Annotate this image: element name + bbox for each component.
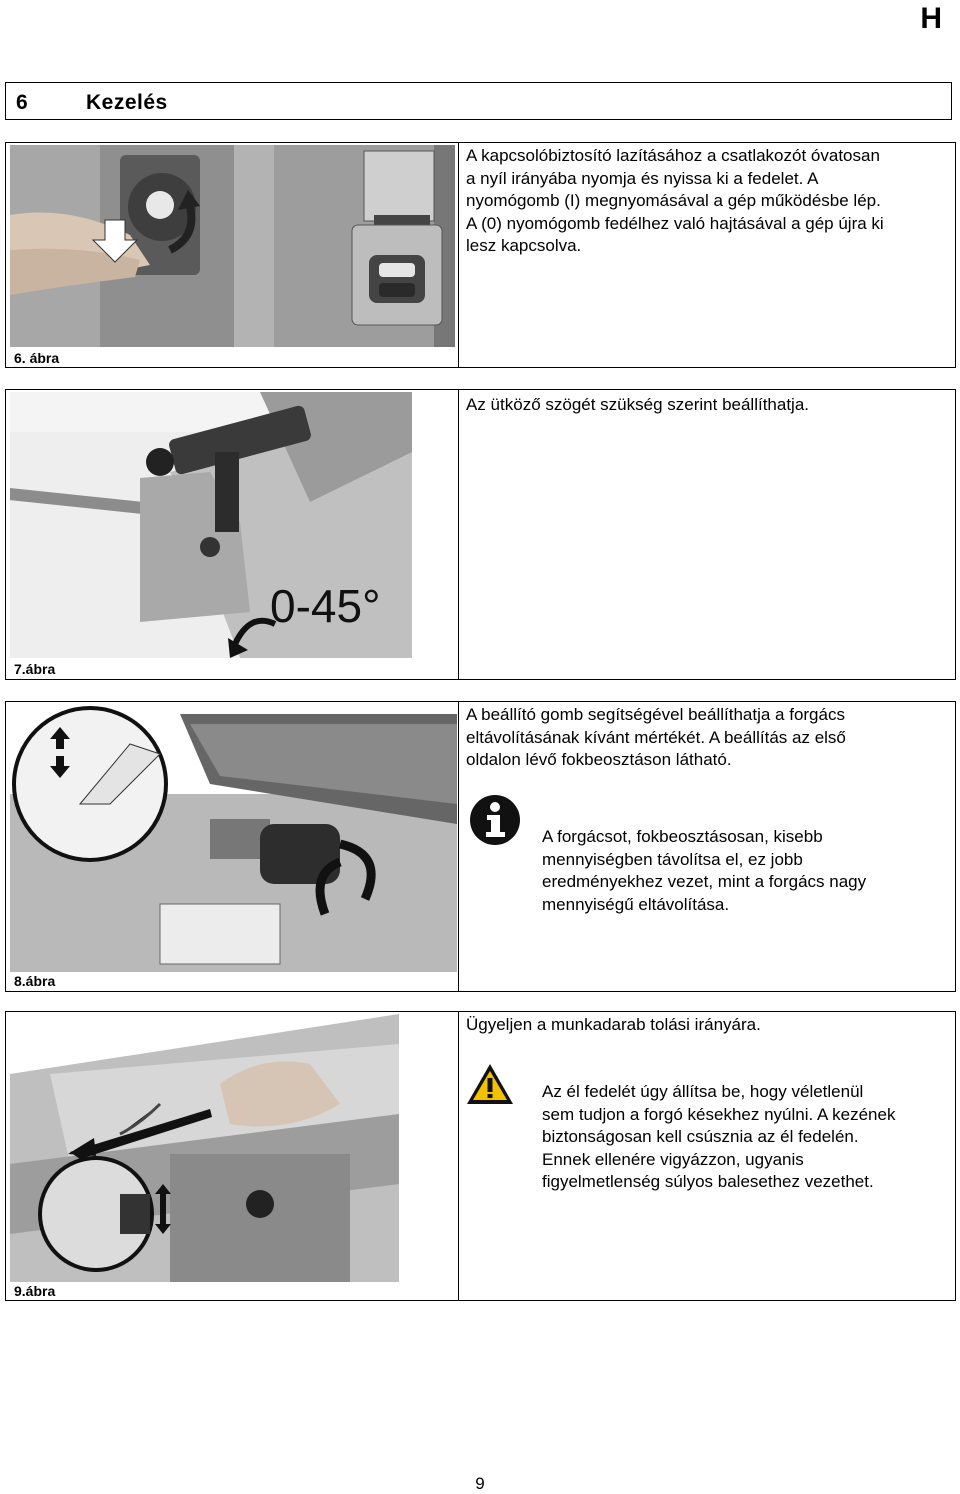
angle-label: 0-45°	[270, 580, 381, 632]
figure-text: A kapcsolóbiztosító lazításához a csatlakozót óvatosan a nyíl irányába nyomja és nyissa ki a fedelet. A nyomógomb (I) megnyomásával a gép működésbe lép. A (0) nyomógomb fedélhez való hajtásával a gép újra ki lesz kapcsolva.	[466, 146, 884, 255]
page-number: 9	[475, 1474, 485, 1493]
warning-icon	[465, 1062, 515, 1111]
figure-row-8	[5, 701, 956, 992]
figure-caption: 8.ábra	[14, 973, 56, 989]
photo-feed-direction	[10, 1014, 399, 1282]
figure-text: Az ütköző szögét szükség szerint beállíthatja.	[466, 395, 810, 414]
info-icon	[469, 794, 521, 851]
figure-text: Ügyeljen a munkadarab tolási irányára.	[466, 1015, 761, 1034]
figure-row-6	[5, 142, 956, 368]
section-title: Kezelés	[86, 91, 168, 114]
figure-note: A forgácsot, fokbeosztásosan, kisebb mennyiségben távolítsa el, ez jobb eredményekhez vezet, mint a forgács nagy mennyiségű eltávolítása.	[542, 827, 867, 914]
photo-switch-buttons	[234, 145, 455, 347]
figure-note: Az él fedelét úgy állítsa be, hogy véletlenül sem tudjon a forgó késekhez nyúlni. A kezének biztonságosan kell csúsznia az él fedelén. Ennek ellenére vigyázzon, ugyanis figyelmetlenség súlyos balesethez vezethet.	[542, 1082, 896, 1191]
photo-switch-open	[10, 145, 234, 347]
figure-caption: 7.ábra	[14, 661, 56, 677]
figure-caption: 6. ábra	[14, 350, 60, 366]
photo-fence-angle	[10, 392, 412, 658]
language-mark: H	[920, 2, 942, 35]
section-number: 6	[16, 91, 28, 114]
figure-row-9	[5, 1011, 956, 1301]
figure-caption: 9.ábra	[14, 1283, 56, 1299]
section-header	[5, 82, 952, 120]
figure-text: A beállító gomb segítségével beállíthatja a forgács eltávolításának kívánt mértékét. A beállítás az első oldalon lévő fokbeosztáson látható.	[466, 705, 846, 769]
photo-depth-knob	[10, 704, 457, 972]
figure-row-7	[5, 389, 956, 680]
